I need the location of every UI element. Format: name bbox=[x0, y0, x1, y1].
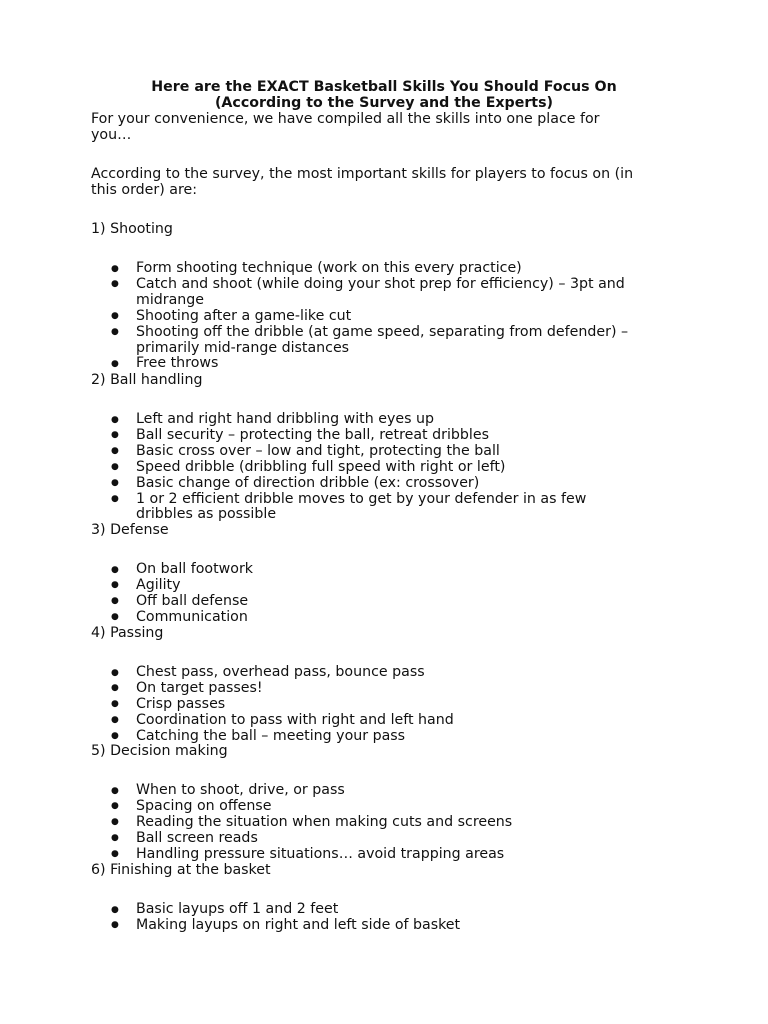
bullet-icon: ● bbox=[111, 849, 119, 860]
list-item: midrange bbox=[136, 291, 205, 308]
section-heading: 5) Decision making bbox=[91, 743, 228, 759]
list-item: Agility bbox=[136, 576, 181, 593]
bullet-icon: ● bbox=[111, 715, 119, 726]
list-item: Spacing on offense bbox=[136, 797, 272, 814]
section-heading: 4) Passing bbox=[91, 625, 164, 641]
list-item: On target passes! bbox=[136, 679, 263, 696]
bullet-icon: ● bbox=[111, 462, 119, 473]
list-item: Chest pass, overhead pass, bounce pass bbox=[136, 664, 425, 680]
list-item: On ball footwork bbox=[136, 561, 254, 577]
list-item: Communication bbox=[136, 608, 248, 625]
bullet-icon: ● bbox=[111, 920, 119, 931]
list-item: Reading the situation when making cuts and screens bbox=[136, 813, 513, 830]
list-item: Coordination to pass with right and left hand bbox=[136, 711, 454, 728]
list-item: Handling pressure situations… avoid trapping areas bbox=[136, 845, 505, 862]
bullet-icon: ● bbox=[111, 564, 119, 575]
bullet-icon: ● bbox=[111, 478, 119, 489]
list-item: Crisp passes bbox=[136, 695, 226, 712]
bullet-icon: ● bbox=[111, 833, 119, 844]
bullet-icon: ● bbox=[111, 596, 119, 607]
list-item: Basic layups off 1 and 2 feet bbox=[136, 901, 339, 917]
bullet-icon: ● bbox=[111, 311, 119, 322]
document-subtitle: (According to the Survey and the Experts) bbox=[214, 95, 554, 111]
list-item: Shooting after a game-like cut bbox=[136, 307, 352, 324]
survey-text: this order) are: bbox=[91, 182, 197, 198]
bullet-icon: ● bbox=[111, 446, 119, 457]
list-item: Basic change of direction dribble (ex: crossover) bbox=[136, 474, 480, 491]
list-item: Off ball defense bbox=[136, 592, 249, 609]
bullet-icon: ● bbox=[111, 279, 119, 290]
list-item: Basic cross over – low and tight, protecting the ball bbox=[136, 442, 500, 459]
list-item: Form shooting technique (work on this every practice) bbox=[136, 260, 522, 276]
list-item: dribbles as possible bbox=[136, 506, 277, 523]
bullet-icon: ● bbox=[111, 904, 119, 915]
intro-text: For your convenience, we have compiled all the skills into one place for bbox=[91, 111, 600, 127]
list-item: When to shoot, drive, or pass bbox=[136, 782, 345, 798]
bullet-icon: ● bbox=[111, 430, 119, 441]
bullet-icon: ● bbox=[111, 414, 119, 425]
bullet-icon: ● bbox=[111, 612, 119, 623]
list-item: Speed dribble (dribbling full speed with right or left) bbox=[136, 458, 506, 475]
bullet-icon: ● bbox=[111, 667, 119, 678]
survey-text: According to the survey, the most important skills for players to focus on (in bbox=[91, 166, 634, 182]
list-item: primarily mid-range distances bbox=[136, 339, 350, 356]
list-item: 1 or 2 efficient dribble moves to get by your defender in as few bbox=[136, 490, 587, 507]
bullet-icon: ● bbox=[111, 699, 119, 710]
bullet-icon: ● bbox=[111, 801, 119, 812]
list-item: Making layups on right and left side of basket bbox=[136, 916, 461, 933]
document-title: Here are the EXACT Basketball Skills You Should Focus On bbox=[151, 79, 617, 95]
intro-text: you… bbox=[91, 127, 132, 143]
section-heading: 3) Defense bbox=[91, 522, 169, 538]
bullet-icon: ● bbox=[111, 263, 119, 274]
section-heading: 6) Finishing at the basket bbox=[91, 862, 271, 878]
section-heading: 1) Shooting bbox=[91, 221, 173, 237]
bullet-icon: ● bbox=[111, 683, 119, 694]
list-item: Free throws bbox=[136, 355, 219, 372]
bullet-icon: ● bbox=[111, 817, 119, 828]
bullet-icon: ● bbox=[111, 327, 119, 338]
section-heading: 2) Ball handling bbox=[91, 372, 203, 388]
list-item: Shooting off the dribble (at game speed, separating from defender) – bbox=[136, 323, 629, 340]
list-item: Ball security – protecting the ball, retreat dribbles bbox=[136, 426, 489, 443]
bullet-icon: ● bbox=[111, 358, 119, 369]
list-item: Left and right hand dribbling with eyes up bbox=[136, 411, 434, 427]
bullet-icon: ● bbox=[111, 731, 119, 742]
list-item: Catching the ball – meeting your pass bbox=[136, 727, 406, 744]
list-item: Ball screen reads bbox=[136, 829, 258, 846]
bullet-icon: ● bbox=[111, 785, 119, 796]
bullet-icon: ● bbox=[111, 580, 119, 591]
list-item: Catch and shoot (while doing your shot prep for efficiency) – 3pt and bbox=[136, 275, 625, 292]
bullet-icon: ● bbox=[111, 494, 119, 504]
